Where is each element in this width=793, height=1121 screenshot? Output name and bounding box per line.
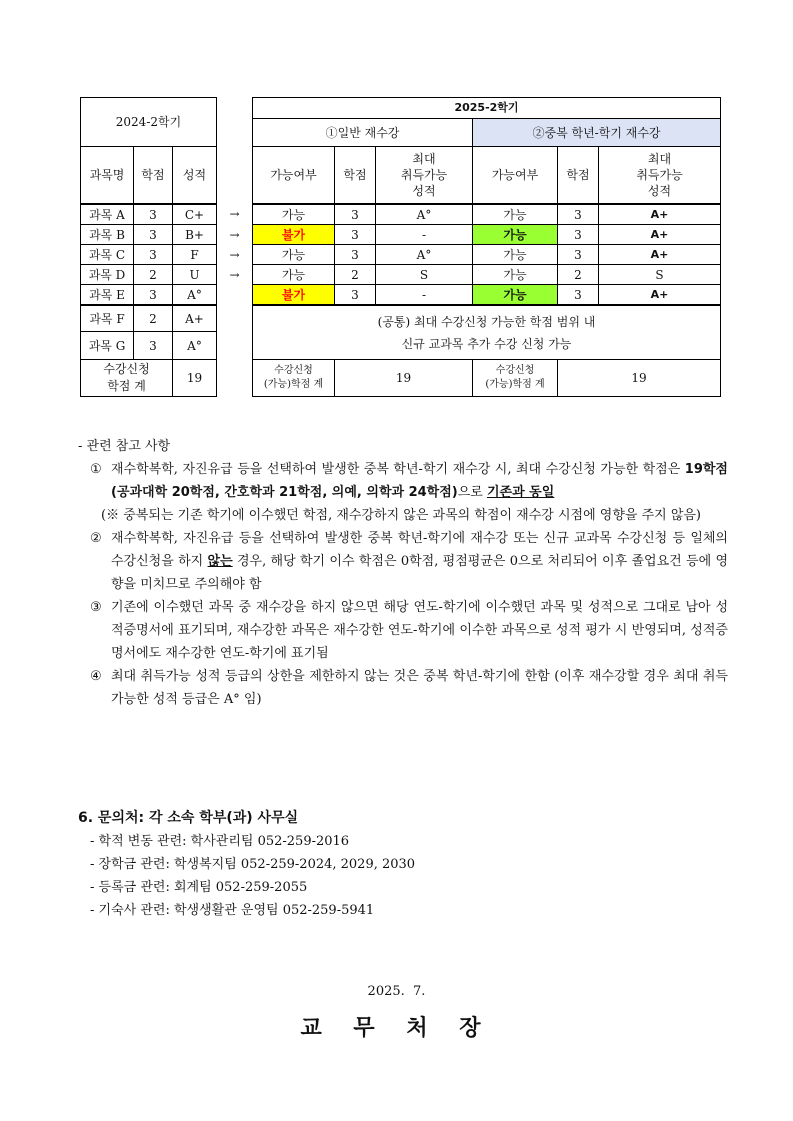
signature-title: 교 무 처 장: [300, 1016, 493, 1041]
col-grade: 성적: [173, 147, 217, 205]
ref-text: 으로: [457, 485, 487, 500]
cell-dup-credit: 3: [558, 204, 599, 225]
cell-gen-max: A°: [376, 204, 473, 225]
cell-credit: 3: [134, 332, 173, 360]
header-duplicate-retake: ②중복 학년-학기 재수강: [473, 119, 721, 147]
arrow-icon: →: [217, 265, 253, 285]
ref-bold-same: 기존과 동일: [486, 485, 555, 500]
arrow-icon: →: [217, 204, 253, 225]
cell-credit: 2: [134, 265, 173, 285]
cell-gen-max: A°: [376, 245, 473, 265]
cell-subject: 과목 F: [81, 305, 134, 332]
col-gen-possible: 가능여부: [253, 147, 335, 205]
cell-dup-max: A+: [599, 225, 721, 245]
ref-item-1: [78, 458, 728, 504]
cell-grade: A+: [173, 305, 217, 332]
contact-line: - 기숙사 관련: 학생생활관 운영팀 052-259-5941: [90, 903, 375, 918]
cell-grade: U: [173, 265, 217, 285]
arrow-icon: →: [217, 245, 253, 265]
ref-bold-credits: 19학점(공과대학 20학점, 간호학과 21학점, 의예, 의학과 24학점): [111, 462, 728, 500]
ref-number: ②: [90, 531, 102, 546]
ref-number: ④: [90, 669, 102, 684]
table-row: [81, 225, 721, 245]
cell-dup-max: A+: [599, 245, 721, 265]
col-gen-max-grade: 최대 취득가능 성적: [376, 147, 473, 205]
cell-grade: B+: [173, 225, 217, 245]
gen-total-label: 수강신청 (가능)학점 계: [253, 360, 335, 397]
totals-row: [81, 360, 721, 397]
cell-subject: 과목 G: [81, 332, 134, 360]
arrow-icon: [217, 285, 253, 306]
header-general-retake: ①일반 재수강: [253, 119, 473, 147]
table-row: [81, 285, 721, 306]
cell-grade: A°: [173, 332, 217, 360]
contact-line: - 장학금 관련: 학생복지팀 052-259-2024, 2029, 2030: [90, 857, 416, 872]
cell-gen-max: S: [376, 265, 473, 285]
ref-text: 최대 취득가능 성적 등급의 상한을 제한하지 않는 것은 중복 학년-학기에 한함 (이후 재수강할 경우 최대 취득가능한 성적 등급은 A° 임): [111, 669, 728, 707]
cell-credit: 2: [134, 305, 173, 332]
retake-comparison-table: [80, 97, 721, 397]
cell-credit: 3: [134, 204, 173, 225]
cell-gen-credit: 3: [335, 225, 376, 245]
cell-gen-max: -: [376, 225, 473, 245]
cell-dup-possible: 가능: [473, 265, 558, 285]
common-note-line1: (공통) 최대 수강신청 가능한 학점 범위 내: [377, 314, 596, 329]
dup-total-label: 수강신청 (가능)학점 계: [473, 360, 558, 397]
common-note-line2: 신규 교과목 추가 수강 신청 가능: [401, 336, 572, 351]
header-2025-2: 2025-2학기: [253, 98, 721, 119]
cell-dup-possible: 가능: [473, 245, 558, 265]
cell-dup-credit: 3: [558, 285, 599, 306]
ref-item-1-note: (※ 중복되는 기존 학기에 이수했던 학점, 재수강하지 않은 과목의 학점이 재수강 시점에 영향을 주지 않음): [101, 508, 702, 523]
ref-text: 기존에 이수했던 과목 중 재수강을 하지 않으면 해당 연도-학기에 이수했던 과목 및 성적으로 그대로 남아 성적증명서에 표기되며, 재수강한 과목은 재수강한 연도-학기에 이수한 과목으로 성적 평가 시 반영되며, 성적증명서에도 재수강한 연도-학기에 표기됨: [111, 600, 728, 661]
cell-grade: F: [173, 245, 217, 265]
cell-dup-credit: 3: [558, 245, 599, 265]
cell-credit: 3: [134, 225, 173, 245]
ref-item-2: [78, 527, 728, 596]
gen-total-value: 19: [335, 360, 473, 397]
ref-number: ①: [90, 462, 102, 477]
arrow-gap: [217, 147, 253, 205]
col-credit: 학점: [134, 147, 173, 205]
total-value: 19: [173, 360, 217, 397]
total-label: 수강신청 학점 계: [81, 360, 173, 397]
contact-line: - 등록금 관련: 회계팀 052-259-2055: [90, 880, 308, 895]
cell-gen-possible: 가능: [253, 245, 335, 265]
cell-gen-max: -: [376, 285, 473, 306]
arrow-gap-header: [217, 98, 253, 147]
ref-text: 재수학복학, 자진유급 등을 선택하여 발생한 중복 학년-학기 재수강 시, 최대 수강신청 가능한 학점은: [111, 462, 685, 477]
ref-item-4: [78, 665, 728, 711]
cell-dup-max: S: [599, 265, 721, 285]
contact-heading: 6. 문의처: 각 소속 학부(과) 사무실: [78, 810, 299, 826]
cell-dup-credit: 2: [558, 265, 599, 285]
common-note: [253, 305, 721, 360]
cell-subject: 과목 E: [81, 285, 134, 306]
ref-text: 재수학복학, 자진유급 등을 선택하여 발생한 중복 학년-학기에 재수강 또는 신규 교과목 수강신청 등 일체의 수강신청을 하지: [111, 531, 728, 569]
cell-dup-max: A+: [599, 204, 721, 225]
cell-gen-possible: 불가: [253, 285, 335, 306]
contact-line: - 학적 변동 관련: 학사관리팀 052-259-2016: [90, 834, 350, 849]
cell-credit: 3: [134, 285, 173, 306]
col-dup-possible: 가능여부: [473, 147, 558, 205]
cell-credit: 3: [134, 245, 173, 265]
cell-subject: 과목 B: [81, 225, 134, 245]
table-row: [81, 305, 721, 332]
reference-notes: [78, 436, 728, 711]
cell-dup-possible: 가능: [473, 204, 558, 225]
header-2024-2: 2024-2학기: [81, 98, 217, 147]
col-dup-max-grade: 최대 취득가능 성적: [599, 147, 721, 205]
ref-text: 경우, 해당 학기 이수 학점은 0학점, 평점평균은 0으로 처리되어 이후 졸업요건 등에 영향을 미치므로 주의해야 함: [111, 554, 728, 592]
refs-title: - 관련 참고 사항: [78, 439, 171, 454]
table-row: [81, 245, 721, 265]
cell-gen-credit: 3: [335, 285, 376, 306]
col-subject: 과목명: [81, 147, 134, 205]
col-dup-credit: 학점: [558, 147, 599, 205]
document-date: 2025. 7.: [367, 984, 426, 999]
cell-gen-credit: 3: [335, 204, 376, 225]
arrow-gap: [217, 360, 253, 397]
cell-gen-credit: 3: [335, 245, 376, 265]
ref-item-3: [78, 596, 728, 665]
arrow-gap: [217, 305, 253, 360]
cell-subject: 과목 A: [81, 204, 134, 225]
table-row: [81, 204, 721, 225]
cell-grade: A°: [173, 285, 217, 306]
cell-gen-possible: 불가: [253, 225, 335, 245]
table-row: [81, 265, 721, 285]
cell-subject: 과목 C: [81, 245, 134, 265]
cell-dup-possible: 가능: [473, 285, 558, 306]
cell-gen-credit: 2: [335, 265, 376, 285]
ref-bold-not: 않는: [207, 554, 233, 569]
cell-gen-possible: 가능: [253, 204, 335, 225]
col-gen-credit: 학점: [335, 147, 376, 205]
ref-number: ③: [90, 600, 102, 615]
cell-gen-possible: 가능: [253, 265, 335, 285]
cell-dup-possible: 가능: [473, 225, 558, 245]
contact-section: [78, 806, 718, 922]
cell-dup-credit: 3: [558, 225, 599, 245]
cell-grade: C+: [173, 204, 217, 225]
cell-subject: 과목 D: [81, 265, 134, 285]
cell-dup-max: A+: [599, 285, 721, 306]
dup-total-value: 19: [558, 360, 721, 397]
arrow-icon: →: [217, 225, 253, 245]
